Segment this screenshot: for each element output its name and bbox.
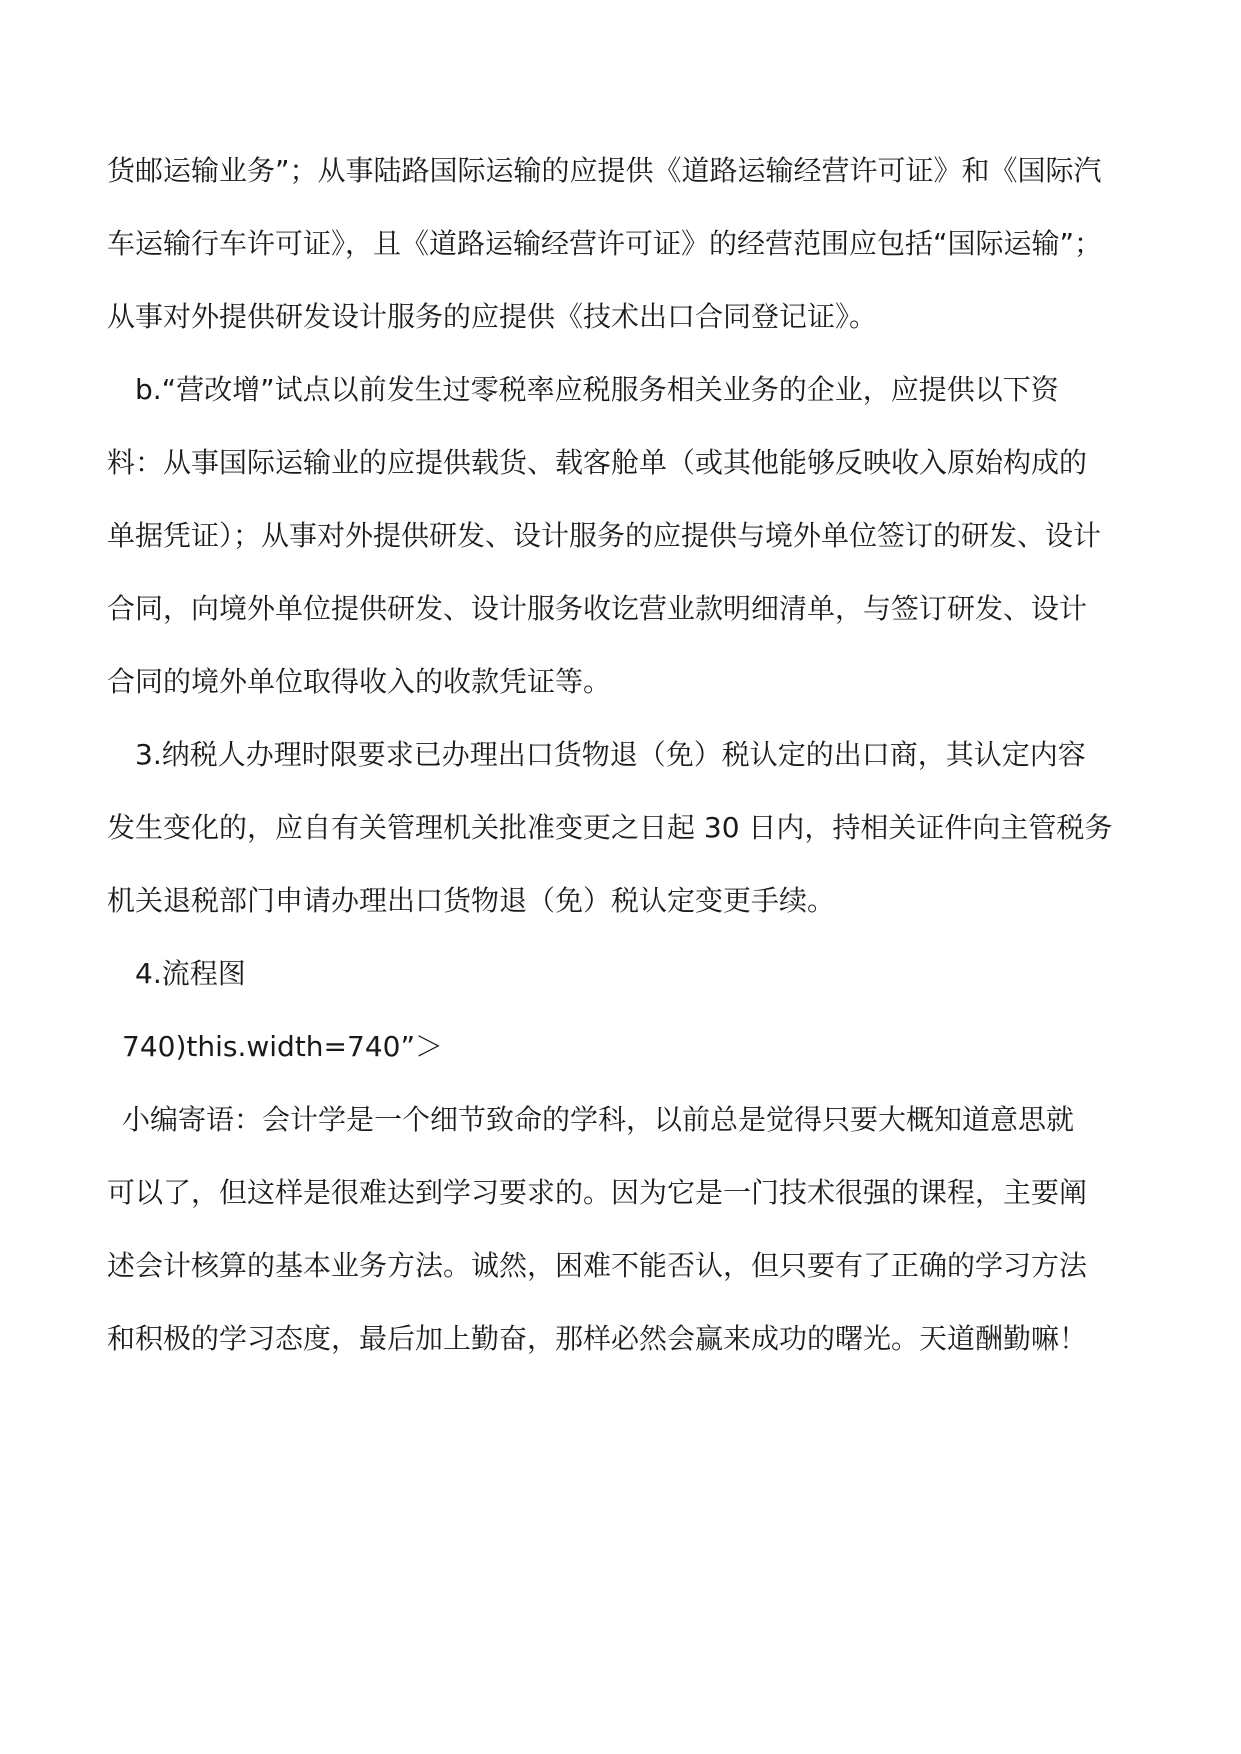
text-line-13: 740)this.width=740”＞: [122, 1030, 443, 1063]
text-line-15: 可以了，但这样是很难达到学习要求的。因为它是一门技术很强的课程，主要阐: [107, 1176, 1088, 1209]
text-line-4: b.“营改增”试点以前发生过零税率应税服务相关业务的企业，应提供以下资: [135, 373, 1059, 406]
text-line-11: 机关退税部门申请办理出口货物退（免）税认定变更手续。: [107, 884, 836, 917]
text-line-12: 4.流程图: [135, 957, 246, 990]
text-line-14: 小编寄语：会计学是一个细节致命的学科，以前总是觉得只要大概知道意思就: [122, 1103, 1075, 1136]
text-line-1: 货邮运输业务”；从事陆路国际运输的应提供《道路运输经营许可证》和《国际汽: [107, 154, 1102, 187]
text-line-2: 车运输行车许可证》，且《道路运输经营许可证》的经营范围应包括“国际运输”；: [107, 227, 1103, 260]
text-line-17: 和积极的学习态度，最后加上勤奋，那样必然会赢来成功的曙光。天道酬勤嘛！: [107, 1322, 1088, 1355]
text-line-3: 从事对外提供研发设计服务的应提供《技术出口合同登记证》。: [107, 300, 878, 333]
text-line-8: 合同的境外单位取得收入的收款凭证等。: [107, 665, 612, 698]
text-line-16: 述会计核算的基本业务方法。诚然，困难不能否认，但只要有了正确的学习方法: [107, 1249, 1088, 1282]
text-line-6: 单据凭证）；从事对外提供研发、设计服务的应提供与境外单位签订的研发、设计: [107, 519, 1102, 552]
text-line-5: 料：从事国际运输业的应提供载货、载客舱单（或其他能够反映收入原始构成的: [107, 446, 1088, 479]
text-line-7: 合同，向境外单位提供研发、设计服务收讫营业款明细清单，与签订研发、设计: [107, 592, 1088, 625]
text-line-9: 3.纳税人办理时限要求已办理出口货物退（免）税认定的出口商，其认定内容: [135, 738, 1086, 771]
text-line-10: 发生变化的，应自有关管理机关批准变更之日起 30 日内，持相关证件向主管税务: [107, 811, 1113, 844]
